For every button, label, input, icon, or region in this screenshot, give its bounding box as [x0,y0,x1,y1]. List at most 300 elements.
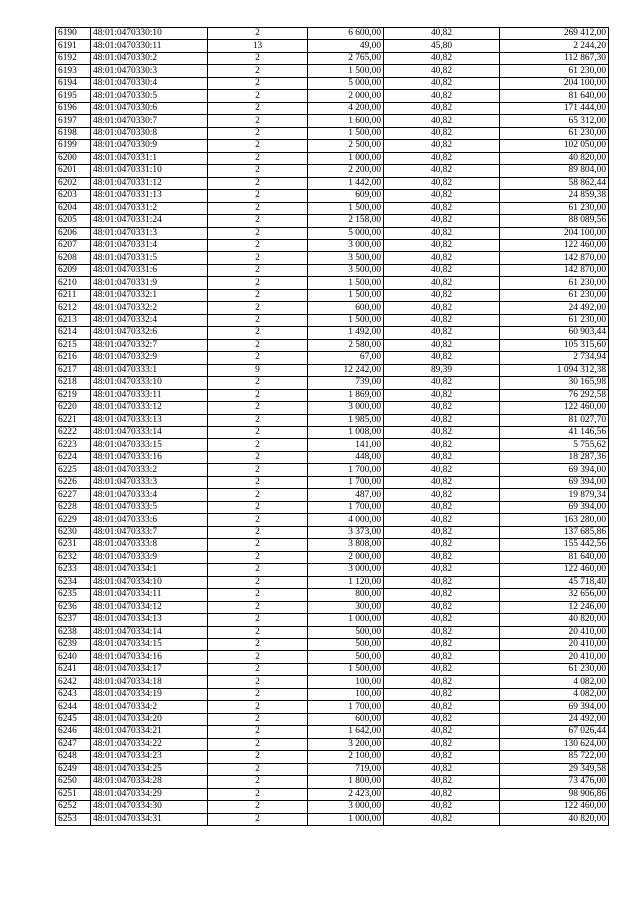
row-number: 6207 [56,239,91,251]
area-cell: 3 500,00 [308,264,384,276]
cadastral-number: 48:01:0470334:17 [91,663,208,675]
area-cell: 6 600,00 [308,28,384,40]
row-number: 6211 [56,289,91,301]
row-number: 6233 [56,564,91,576]
area-cell: 3 000,00 [308,564,384,576]
rate-cell: 40,82 [384,202,500,214]
rate-cell: 40,82 [384,127,500,139]
area-cell: 1 008,00 [308,427,384,439]
table-row [56,801,609,813]
table-row [56,302,609,314]
rate-cell: 40,82 [384,65,500,77]
cadastral-number: 48:01:0470332:4 [91,314,208,326]
row-number: 6224 [56,451,91,463]
cadastral-number: 48:01:0470334:10 [91,576,208,588]
table-row [56,701,609,713]
cadastral-number: 48:01:0470330:8 [91,127,208,139]
row-number: 6240 [56,651,91,663]
row-number: 6190 [56,28,91,40]
table-row [56,339,609,351]
cadastral-number: 48:01:0470334:22 [91,738,208,750]
table-row [56,252,609,264]
row-number: 6235 [56,589,91,601]
table-row [56,751,609,763]
count-cell: 2 [208,414,308,426]
sum-cell: 88 089,56 [500,215,609,227]
count-cell: 2 [208,713,308,725]
count-cell: 2 [208,152,308,164]
cadastral-number: 48:01:0470333:11 [91,389,208,401]
sum-cell: 81 027,70 [500,414,609,426]
row-number: 6243 [56,688,91,700]
sum-cell: 155 442,56 [500,539,609,551]
area-cell: 5 000,00 [308,77,384,89]
rate-cell: 40,82 [384,152,500,164]
table-row [56,289,609,301]
area-cell: 600,00 [308,302,384,314]
row-number: 6239 [56,638,91,650]
count-cell: 9 [208,364,308,376]
area-cell: 4 200,00 [308,102,384,114]
sum-cell: 2 244,20 [500,40,609,52]
count-cell: 2 [208,514,308,526]
sum-cell: 41 146,56 [500,427,609,439]
area-cell: 12 242,00 [308,364,384,376]
rate-cell: 40,82 [384,252,500,264]
area-cell: 1 000,00 [308,614,384,626]
count-cell: 2 [208,776,308,788]
table-row [56,352,609,364]
area-cell: 4 000,00 [308,514,384,526]
rate-cell: 40,82 [384,327,500,339]
count-cell: 2 [208,464,308,476]
sum-cell: 69 394,00 [500,476,609,488]
table-row [56,264,609,276]
count-cell: 2 [208,302,308,314]
area-cell: 3 500,00 [308,252,384,264]
cadastral-number: 48:01:0470330:4 [91,77,208,89]
row-number: 6226 [56,476,91,488]
cadastral-number: 48:01:0470334:1 [91,564,208,576]
row-number: 6251 [56,788,91,800]
sum-cell: 61 230,00 [500,663,609,675]
row-number: 6218 [56,377,91,389]
table-row [56,202,609,214]
area-cell: 1 700,00 [308,501,384,513]
count-cell: 2 [208,763,308,775]
table-row [56,464,609,476]
cadastral-number: 48:01:0470331:2 [91,202,208,214]
row-number: 6245 [56,713,91,725]
area-cell: 600,00 [308,713,384,725]
row-number: 6194 [56,77,91,89]
cadastral-number: 48:01:0470333:1 [91,364,208,376]
cadastral-number: 48:01:0470334:25 [91,763,208,775]
cadastral-number: 48:01:0470334:16 [91,651,208,663]
row-number: 6241 [56,663,91,675]
area-cell: 739,00 [308,377,384,389]
row-number: 6193 [56,65,91,77]
area-cell: 1 500,00 [308,663,384,675]
table-row [56,614,609,626]
rate-cell: 40,82 [384,564,500,576]
table-row [56,102,609,114]
row-number: 6213 [56,314,91,326]
sum-cell: 61 230,00 [500,289,609,301]
sum-cell: 112 867,30 [500,52,609,64]
cadastral-number: 48:01:0470331:6 [91,264,208,276]
count-cell: 2 [208,215,308,227]
count-cell: 2 [208,701,308,713]
count-cell: 2 [208,688,308,700]
cadastral-number: 48:01:0470330:10 [91,28,208,40]
area-cell: 800,00 [308,589,384,601]
table-row [56,776,609,788]
rate-cell: 40,82 [384,813,500,825]
area-cell: 500,00 [308,626,384,638]
table-row [56,314,609,326]
row-number: 6208 [56,252,91,264]
sum-cell: 76 292,58 [500,389,609,401]
sum-cell: 12 246,00 [500,601,609,613]
area-cell: 3 200,00 [308,738,384,750]
cadastral-number: 48:01:0470333:4 [91,489,208,501]
sum-cell: 29 349,58 [500,763,609,775]
table-row [56,676,609,688]
sum-cell: 122 460,00 [500,801,609,813]
area-cell: 2 423,00 [308,788,384,800]
area-cell: 1 500,00 [308,314,384,326]
sum-cell: 19 879,34 [500,489,609,501]
table-row [56,414,609,426]
cadastral-number: 48:01:0470330:11 [91,40,208,52]
count-cell: 2 [208,589,308,601]
table-row [56,638,609,650]
area-cell: 1 500,00 [308,202,384,214]
area-cell: 5 000,00 [308,227,384,239]
rate-cell: 40,82 [384,439,500,451]
sum-cell: 130 624,00 [500,738,609,750]
count-cell: 2 [208,52,308,64]
table-row [56,90,609,102]
count-cell: 2 [208,564,308,576]
cadastral-number: 48:01:0470334:2 [91,701,208,713]
table-row [56,551,609,563]
sum-cell: 30 165,98 [500,377,609,389]
sum-cell: 163 280,00 [500,514,609,526]
cadastral-number: 48:01:0470334:31 [91,813,208,825]
count-cell: 2 [208,177,308,189]
sum-cell: 65 312,00 [500,115,609,127]
cadastral-number: 48:01:0470331:4 [91,239,208,251]
row-number: 6202 [56,177,91,189]
rate-cell: 40,82 [384,526,500,538]
count-cell: 2 [208,402,308,414]
cadastral-number: 48:01:0470334:12 [91,601,208,613]
count-cell: 2 [208,28,308,40]
area-cell: 500,00 [308,651,384,663]
table-row [56,389,609,401]
cadastral-number: 48:01:0470330:6 [91,102,208,114]
count-cell: 2 [208,264,308,276]
cadastral-number: 48:01:0470333:16 [91,451,208,463]
table-body [56,28,609,826]
sum-cell: 67 026,44 [500,726,609,738]
rate-cell: 40,82 [384,464,500,476]
table-row [56,165,609,177]
sum-cell: 24 492,00 [500,302,609,314]
sum-cell: 24 859,38 [500,190,609,202]
sum-cell: 18 287,36 [500,451,609,463]
cadastral-number: 48:01:0470334:30 [91,801,208,813]
table-row [56,140,609,152]
area-cell: 2 200,00 [308,165,384,177]
row-number: 6227 [56,489,91,501]
area-cell: 1 442,00 [308,177,384,189]
count-cell: 2 [208,501,308,513]
count-cell: 2 [208,813,308,825]
row-number: 6242 [56,676,91,688]
row-number: 6219 [56,389,91,401]
cadastral-number: 48:01:0470334:29 [91,788,208,800]
table-row [56,663,609,675]
area-cell: 2 500,00 [308,140,384,152]
cadastral-number: 48:01:0470334:13 [91,614,208,626]
sum-cell: 32 656,00 [500,589,609,601]
sum-cell: 102 050,00 [500,140,609,152]
sum-cell: 2 734,94 [500,352,609,364]
table-row [56,227,609,239]
count-cell: 2 [208,539,308,551]
cadastral-number: 48:01:0470331:10 [91,165,208,177]
count-cell: 2 [208,127,308,139]
rate-cell: 40,82 [384,589,500,601]
sum-cell: 61 230,00 [500,314,609,326]
count-cell: 2 [208,115,308,127]
sum-cell: 69 394,00 [500,464,609,476]
rate-cell: 40,82 [384,239,500,251]
table-row [56,177,609,189]
count-cell: 2 [208,676,308,688]
rate-cell: 40,82 [384,601,500,613]
cadastral-number: 48:01:0470330:3 [91,65,208,77]
cadastral-number: 48:01:0470334:20 [91,713,208,725]
row-number: 6206 [56,227,91,239]
sum-cell: 40 820,00 [500,614,609,626]
count-cell: 2 [208,314,308,326]
row-number: 6203 [56,190,91,202]
area-cell: 2 000,00 [308,90,384,102]
cadastral-number: 48:01:0470333:12 [91,402,208,414]
table-row [56,539,609,551]
row-number: 6221 [56,414,91,426]
count-cell: 2 [208,102,308,114]
table-row [56,651,609,663]
area-cell: 1 600,00 [308,115,384,127]
area-cell: 3 000,00 [308,402,384,414]
cadastral-number: 48:01:0470333:5 [91,501,208,513]
row-number: 6247 [56,738,91,750]
rate-cell: 40,82 [384,102,500,114]
row-number: 6197 [56,115,91,127]
row-number: 6222 [56,427,91,439]
rate-cell: 89,39 [384,364,500,376]
count-cell: 2 [208,489,308,501]
count-cell: 2 [208,601,308,613]
count-cell: 2 [208,476,308,488]
cadastral-number: 48:01:0470334:11 [91,589,208,601]
count-cell: 2 [208,389,308,401]
rate-cell: 40,82 [384,551,500,563]
row-number: 6248 [56,751,91,763]
rate-cell: 40,82 [384,427,500,439]
area-cell: 1 492,00 [308,327,384,339]
sum-cell: 24 492,00 [500,713,609,725]
cadastral-number: 48:01:0470330:2 [91,52,208,64]
area-cell: 1 500,00 [308,289,384,301]
area-cell: 2 158,00 [308,215,384,227]
rate-cell: 40,82 [384,514,500,526]
row-number: 6214 [56,327,91,339]
table-row [56,364,609,376]
sum-cell: 69 394,00 [500,501,609,513]
rate-cell: 40,82 [384,264,500,276]
table-row [56,377,609,389]
area-cell: 1 120,00 [308,576,384,588]
rate-cell: 40,82 [384,638,500,650]
sum-cell: 73 476,00 [500,776,609,788]
cadastral-number: 48:01:0470333:3 [91,476,208,488]
rate-cell: 40,82 [384,227,500,239]
cadastral-number: 48:01:0470331:5 [91,252,208,264]
rate-cell: 40,82 [384,302,500,314]
row-number: 6232 [56,551,91,563]
cadastral-number: 48:01:0470333:14 [91,427,208,439]
table-row [56,501,609,513]
row-number: 6191 [56,40,91,52]
table-row [56,713,609,725]
row-number: 6253 [56,813,91,825]
row-number: 6192 [56,52,91,64]
area-cell: 719,00 [308,763,384,775]
table-row [56,489,609,501]
row-number: 6230 [56,526,91,538]
sum-cell: 61 230,00 [500,127,609,139]
rate-cell: 40,82 [384,713,500,725]
cadastral-number: 48:01:0470334:14 [91,626,208,638]
table-row [56,28,609,40]
area-cell: 100,00 [308,688,384,700]
sum-cell: 45 718,40 [500,576,609,588]
row-number: 6196 [56,102,91,114]
rate-cell: 40,82 [384,676,500,688]
count-cell: 2 [208,726,308,738]
count-cell: 2 [208,377,308,389]
rate-cell: 45,80 [384,40,500,52]
sum-cell: 69 394,00 [500,701,609,713]
rate-cell: 40,82 [384,377,500,389]
row-number: 6249 [56,763,91,775]
sum-cell: 60 903,44 [500,327,609,339]
area-cell: 1 985,00 [308,414,384,426]
count-cell: 2 [208,239,308,251]
area-cell: 1 869,00 [308,389,384,401]
count-cell: 2 [208,352,308,364]
count-cell: 2 [208,751,308,763]
count-cell: 2 [208,439,308,451]
cadastral-number: 48:01:0470332:2 [91,302,208,314]
sum-cell: 204 100,00 [500,227,609,239]
area-cell: 2 000,00 [308,551,384,563]
cadastral-number: 48:01:0470334:18 [91,676,208,688]
sum-cell: 105 315,60 [500,339,609,351]
row-number: 6220 [56,402,91,414]
sum-cell: 40 820,00 [500,813,609,825]
rate-cell: 40,82 [384,190,500,202]
cadastral-number: 48:01:0470330:9 [91,140,208,152]
row-number: 6212 [56,302,91,314]
cadastral-number: 48:01:0470333:13 [91,414,208,426]
rate-cell: 40,82 [384,352,500,364]
sum-cell: 61 230,00 [500,65,609,77]
area-cell: 2 765,00 [308,52,384,64]
area-cell: 500,00 [308,638,384,650]
area-cell: 3 808,00 [308,539,384,551]
rate-cell: 40,82 [384,77,500,89]
area-cell: 1 700,00 [308,476,384,488]
rate-cell: 40,82 [384,215,500,227]
count-cell: 2 [208,451,308,463]
count-cell: 2 [208,576,308,588]
land-parcel-table [55,27,609,826]
row-number: 6231 [56,539,91,551]
count-cell: 2 [208,289,308,301]
cadastral-number: 48:01:0470331:3 [91,227,208,239]
sum-cell: 98 906,86 [500,788,609,800]
rate-cell: 40,82 [384,177,500,189]
sum-cell: 137 685,86 [500,526,609,538]
rate-cell: 40,82 [384,801,500,813]
table-row [56,788,609,800]
table-row [56,688,609,700]
row-number: 6237 [56,614,91,626]
area-cell: 2 580,00 [308,339,384,351]
rate-cell: 40,82 [384,738,500,750]
row-number: 6244 [56,701,91,713]
sum-cell: 4 082,00 [500,676,609,688]
row-number: 6201 [56,165,91,177]
area-cell: 448,00 [308,451,384,463]
table-row [56,763,609,775]
rate-cell: 40,82 [384,776,500,788]
sum-cell: 85 722,00 [500,751,609,763]
row-number: 6238 [56,626,91,638]
rate-cell: 40,82 [384,115,500,127]
table-row [56,526,609,538]
count-cell: 2 [208,227,308,239]
sum-cell: 204 100,00 [500,77,609,89]
count-cell: 2 [208,252,308,264]
count-cell: 2 [208,663,308,675]
rate-cell: 40,82 [384,476,500,488]
table-row [56,77,609,89]
row-number: 6234 [56,576,91,588]
rate-cell: 40,82 [384,28,500,40]
sum-cell: 61 230,00 [500,277,609,289]
cadastral-number: 48:01:0470332:6 [91,327,208,339]
table-row [56,564,609,576]
rate-cell: 40,82 [384,140,500,152]
